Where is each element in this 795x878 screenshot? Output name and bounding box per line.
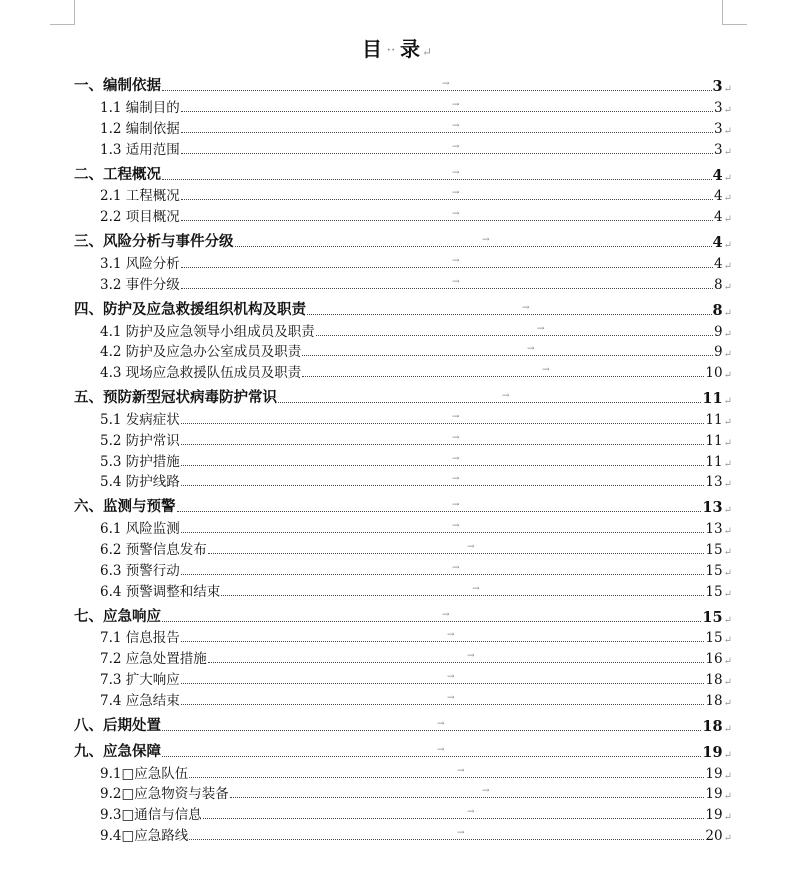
tab-mark-icon: → <box>452 412 460 423</box>
toc-section-entry[interactable] <box>72 272 732 293</box>
toc-entry-label: 2.1 工程概况 <box>100 188 180 205</box>
dot-leader <box>203 818 705 819</box>
toc-section-entry[interactable] <box>72 340 732 361</box>
toc-title <box>0 33 795 62</box>
toc-section-entry[interactable] <box>72 470 732 491</box>
dot-leader <box>181 111 713 112</box>
paragraph-mark-icon: ↵ <box>723 458 732 470</box>
toc-entry-label: 6.4 预警调整和结束 <box>100 583 221 600</box>
dot-leader <box>181 220 713 221</box>
paragraph-mark-icon: ↵ <box>421 45 434 59</box>
paragraph-mark-icon: ↵ <box>723 214 732 226</box>
paragraph-mark-icon: ↵ <box>723 588 732 600</box>
paragraph-mark-icon: ↵ <box>723 193 732 205</box>
toc-section-entry[interactable] <box>72 95 732 116</box>
toc-page-number: 18 <box>705 692 723 709</box>
dot-leader <box>162 179 712 180</box>
paragraph-mark-icon: ↵ <box>723 396 732 408</box>
tab-mark-icon: → <box>472 583 480 594</box>
paragraph-mark-icon: ↵ <box>723 697 732 709</box>
tab-mark-icon: → <box>452 562 460 573</box>
dot-leader <box>278 402 701 403</box>
toc-page-number: 15 <box>705 583 723 600</box>
tab-mark-icon: → <box>452 276 460 287</box>
toc-page-number: 4 <box>712 166 723 184</box>
tab-mark-icon: → <box>437 718 445 729</box>
toc-entry-label: 9.4□应急路线 <box>100 828 189 845</box>
dot-leader <box>307 314 712 315</box>
dot-leader <box>181 267 713 268</box>
dot-leader <box>230 797 705 798</box>
toc-section-entry[interactable] <box>72 537 732 558</box>
toc-entry-label: 9.3□通信与信息 <box>100 807 202 824</box>
toc-page-number: 18 <box>705 672 723 689</box>
toc-section-entry[interactable] <box>72 802 732 823</box>
tab-mark-icon: → <box>457 828 465 839</box>
tab-mark-icon: → <box>452 209 460 220</box>
toc-entry-label: 5.3 防护措施 <box>100 453 180 470</box>
toc-entry-label: 一、编制依据 <box>74 77 161 95</box>
dot-leader <box>181 683 705 684</box>
space-marks-icon: ·· <box>386 45 396 56</box>
toc-entry-label: 7.2 应急处置措施 <box>100 651 207 668</box>
tab-mark-icon: → <box>447 630 455 641</box>
paragraph-mark-icon: ↵ <box>723 281 732 293</box>
tab-mark-icon: → <box>522 302 530 313</box>
toc-section-entry[interactable] <box>72 116 732 137</box>
tab-mark-icon: → <box>452 432 460 443</box>
toc-page-number: 15 <box>705 562 723 579</box>
toc-page-number: 9 <box>714 344 723 361</box>
toc-entry-label: 五、预防新型冠状病毒防护常识 <box>74 389 277 407</box>
paragraph-mark-icon: ↵ <box>723 125 732 137</box>
toc-page-number: 8 <box>714 276 723 293</box>
tab-mark-icon: → <box>452 141 460 152</box>
table-of-contents <box>72 72 732 844</box>
dot-leader <box>302 376 704 377</box>
tab-mark-icon: → <box>452 453 460 464</box>
paragraph-mark-icon: ↵ <box>723 437 732 449</box>
dot-leader <box>162 756 701 757</box>
toc-section-entry[interactable] <box>72 251 732 272</box>
toc-page-number: 4 <box>714 188 723 205</box>
toc-entry-label: 4.3 现场应急救援队伍成员及职责 <box>100 365 302 382</box>
toc-page-number: 15 <box>705 542 723 559</box>
dot-leader <box>181 423 705 424</box>
toc-entry-label: 1.3 适用范围 <box>100 141 180 158</box>
toc-page-number: 19 <box>705 807 723 824</box>
toc-page-number: 11 <box>705 453 723 470</box>
paragraph-mark-icon: ↵ <box>723 791 732 803</box>
dot-leader <box>189 839 704 840</box>
tab-mark-icon: → <box>467 807 475 818</box>
paragraph-mark-icon: ↵ <box>723 567 732 579</box>
toc-section-entry[interactable] <box>72 204 732 225</box>
tab-mark-icon: → <box>482 235 490 246</box>
dot-leader <box>235 246 712 247</box>
paragraph-mark-icon: ↵ <box>723 677 732 689</box>
paragraph-mark-icon: ↵ <box>723 370 732 382</box>
toc-entry-label: 4.2 防护及应急办公室成员及职责 <box>100 344 302 361</box>
toc-section-entry[interactable] <box>72 558 732 579</box>
toc-section-entry[interactable] <box>72 360 732 381</box>
paragraph-mark-icon: ↵ <box>723 146 732 158</box>
toc-title-right: 录 <box>399 37 421 61</box>
toc-section-entry[interactable] <box>72 449 732 470</box>
toc-page-number: 18 <box>702 717 723 735</box>
paragraph-mark-icon: ↵ <box>723 614 732 626</box>
tab-mark-icon: → <box>452 167 460 178</box>
paragraph-mark-icon: ↵ <box>723 84 732 96</box>
toc-entry-label: 3.2 事件分级 <box>100 276 180 293</box>
dot-leader <box>181 444 705 445</box>
tab-mark-icon: → <box>452 188 460 199</box>
paragraph-mark-icon: ↵ <box>723 723 732 735</box>
tab-mark-icon: → <box>452 521 460 532</box>
toc-entry-label: 1.2 编制依据 <box>100 120 180 137</box>
dot-leader <box>162 730 701 731</box>
toc-entry-label: 三、风险分析与事件分级 <box>74 233 234 251</box>
toc-entry-label: 3.1 风险分析 <box>100 256 180 273</box>
toc-page-number: 3 <box>714 100 723 117</box>
toc-section-entry[interactable] <box>72 782 732 803</box>
dot-leader <box>181 153 713 154</box>
paragraph-mark-icon: ↵ <box>723 833 732 845</box>
dot-leader <box>181 199 713 200</box>
tab-mark-icon: → <box>537 323 545 334</box>
toc-page-number: 11 <box>705 432 723 449</box>
paragraph-mark-icon: ↵ <box>723 526 732 538</box>
toc-page-number: 16 <box>705 651 723 668</box>
dot-leader <box>181 465 705 466</box>
dot-leader <box>221 595 704 596</box>
toc-page-number: 13 <box>702 499 723 517</box>
toc-page-number: 9 <box>714 323 723 340</box>
toc-chapter-entry[interactable] <box>72 709 732 735</box>
tab-mark-icon: → <box>437 744 445 755</box>
toc-entry-label: 六、监测与预警 <box>74 498 176 516</box>
toc-chapter-entry[interactable] <box>72 735 732 761</box>
toc-page-number: 11 <box>705 412 723 429</box>
dot-leader <box>162 621 701 622</box>
tab-mark-icon: → <box>527 344 535 355</box>
toc-page-number: 11 <box>702 390 723 408</box>
toc-chapter-entry[interactable] <box>72 72 732 95</box>
dot-leader <box>208 553 705 554</box>
toc-page-number: 13 <box>705 474 723 491</box>
toc-entry-label: 7.4 应急结束 <box>100 692 180 709</box>
tab-mark-icon: → <box>542 365 550 376</box>
toc-page-number: 4 <box>712 234 723 252</box>
toc-section-entry[interactable] <box>72 688 732 709</box>
tab-mark-icon: → <box>482 786 490 797</box>
dot-leader <box>181 288 713 289</box>
paragraph-mark-icon: ↵ <box>723 656 732 668</box>
toc-page-number: 3 <box>712 78 723 96</box>
dot-leader <box>181 704 705 705</box>
toc-section-entry[interactable] <box>72 579 732 600</box>
toc-section-entry[interactable] <box>72 626 732 647</box>
toc-page-number: 15 <box>705 630 723 647</box>
dot-leader <box>162 90 712 91</box>
page-margin-corner-top-left <box>50 0 75 25</box>
toc-chapter-entry[interactable] <box>72 381 732 407</box>
toc-page-number: 3 <box>714 120 723 137</box>
toc-section-entry[interactable] <box>72 667 732 688</box>
toc-entry-label: 5.1 发病症状 <box>100 412 180 429</box>
tab-mark-icon: → <box>452 500 460 511</box>
paragraph-mark-icon: ↵ <box>723 172 732 184</box>
toc-section-entry[interactable] <box>72 184 732 205</box>
paragraph-mark-icon: ↵ <box>723 328 732 340</box>
toc-chapter-entry[interactable] <box>72 225 732 251</box>
paragraph-mark-icon: ↵ <box>723 770 732 782</box>
dot-leader <box>177 511 702 512</box>
toc-page-number: 4 <box>714 256 723 273</box>
dot-leader <box>181 641 705 642</box>
toc-page-number: 19 <box>702 743 723 761</box>
toc-entry-label: 7.3 扩大响应 <box>100 672 180 689</box>
toc-section-entry[interactable] <box>72 823 732 844</box>
dot-leader <box>181 132 713 133</box>
toc-page-number: 8 <box>712 301 723 319</box>
toc-chapter-entry[interactable] <box>72 490 732 516</box>
paragraph-mark-icon: ↵ <box>723 307 732 319</box>
tab-mark-icon: → <box>452 474 460 485</box>
tab-mark-icon: → <box>452 120 460 131</box>
toc-entry-label: 九、应急保障 <box>74 742 161 760</box>
tab-mark-icon: → <box>442 609 450 620</box>
dot-leader <box>181 485 705 486</box>
toc-page-number: 4 <box>714 209 723 226</box>
paragraph-mark-icon: ↵ <box>723 349 732 361</box>
toc-section-entry[interactable] <box>72 407 732 428</box>
toc-entry-label: 5.2 防护常识 <box>100 432 180 449</box>
toc-section-entry[interactable] <box>72 428 732 449</box>
paragraph-mark-icon: ↵ <box>723 749 732 761</box>
tab-mark-icon: → <box>467 651 475 662</box>
tab-mark-icon: → <box>502 391 510 402</box>
paragraph-mark-icon: ↵ <box>723 547 732 559</box>
toc-chapter-entry[interactable] <box>72 158 732 184</box>
paragraph-mark-icon: ↵ <box>723 417 732 429</box>
tab-mark-icon: → <box>447 692 455 703</box>
toc-entry-label: 2.2 项目概况 <box>100 209 180 226</box>
paragraph-mark-icon: ↵ <box>723 261 732 273</box>
toc-entry-label: 6.1 风险监测 <box>100 521 180 538</box>
toc-entry-label: 七、应急响应 <box>74 607 161 625</box>
paragraph-mark-icon: ↵ <box>723 505 732 517</box>
toc-page-number: 13 <box>705 521 723 538</box>
dot-leader <box>181 574 705 575</box>
paragraph-mark-icon: ↵ <box>723 812 732 824</box>
toc-entry-label: 5.4 防护线路 <box>100 474 180 491</box>
paragraph-mark-icon: ↵ <box>723 479 732 491</box>
dot-leader <box>189 777 704 778</box>
paragraph-mark-icon: ↵ <box>723 240 732 252</box>
toc-entry-label: 6.2 预警信息发布 <box>100 542 207 559</box>
toc-page-number: 20 <box>705 828 723 845</box>
toc-entry-label: 6.3 预警行动 <box>100 562 180 579</box>
toc-entry-label: 八、后期处置 <box>74 716 161 734</box>
toc-section-entry[interactable] <box>72 761 732 782</box>
dot-leader <box>208 662 705 663</box>
paragraph-mark-icon: ↵ <box>723 105 732 117</box>
toc-section-entry[interactable] <box>72 516 732 537</box>
tab-mark-icon: → <box>467 542 475 553</box>
tab-mark-icon: → <box>447 672 455 683</box>
toc-entry-label: 9.1□应急队伍 <box>100 765 189 782</box>
dot-leader <box>181 532 705 533</box>
toc-entry-label: 9.2□应急物资与装备 <box>100 786 229 803</box>
tab-mark-icon: → <box>442 79 450 90</box>
tab-mark-icon: → <box>452 256 460 267</box>
toc-section-entry[interactable] <box>72 646 732 667</box>
toc-page-number: 15 <box>702 608 723 626</box>
dot-leader <box>302 355 713 356</box>
toc-page-number: 3 <box>714 141 723 158</box>
toc-page-number: 19 <box>705 786 723 803</box>
toc-page-number: 19 <box>705 765 723 782</box>
toc-section-entry[interactable] <box>72 319 732 340</box>
tab-mark-icon: → <box>457 765 465 776</box>
toc-page-number: 10 <box>705 365 723 382</box>
toc-chapter-entry[interactable] <box>72 600 732 626</box>
toc-chapter-entry[interactable] <box>72 293 732 319</box>
tab-mark-icon: → <box>452 100 460 111</box>
dot-leader <box>316 335 713 336</box>
toc-entry-label: 7.1 信息报告 <box>100 630 180 647</box>
toc-entry-label: 二、工程概况 <box>74 165 161 183</box>
toc-entry-label: 1.1 编制目的 <box>100 100 180 117</box>
page-margin-corner-top-right <box>722 0 747 25</box>
paragraph-mark-icon: ↵ <box>723 635 732 647</box>
toc-section-entry[interactable] <box>72 137 732 158</box>
toc-entry-label: 4.1 防护及应急领导小组成员及职责 <box>100 323 315 340</box>
toc-title-left: 目 <box>361 37 383 61</box>
toc-entry-label: 四、防护及应急救援组织机构及职责 <box>74 300 306 318</box>
